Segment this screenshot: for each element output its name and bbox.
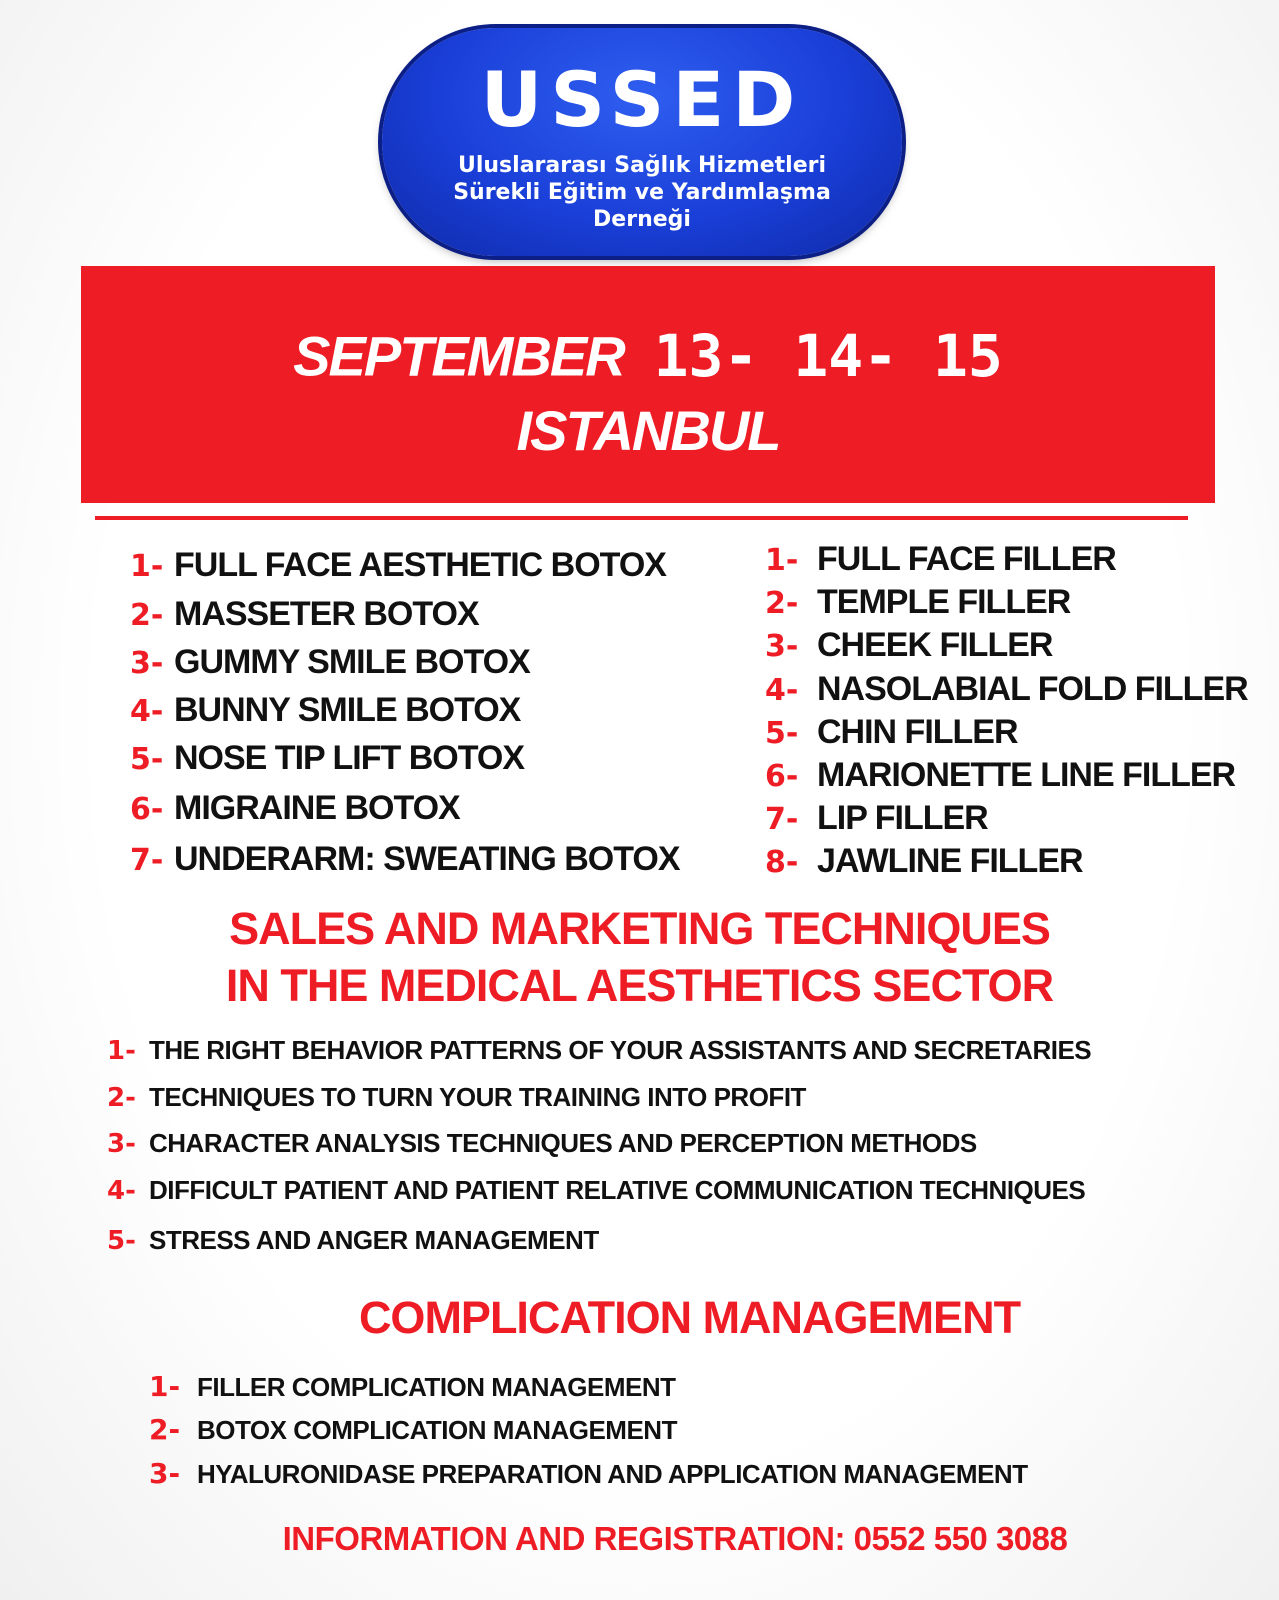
item-number: 2- xyxy=(107,1083,136,1113)
logo-title: USSED xyxy=(480,55,804,144)
item-text: CHIN FILLER xyxy=(817,713,1018,751)
ussed-logo xyxy=(382,28,902,256)
item-text: BOTOX COMPLICATION MANAGEMENT xyxy=(197,1415,677,1445)
logo-subtitle xyxy=(422,152,862,233)
item-number: 2- xyxy=(130,598,164,633)
item-number: 1- xyxy=(149,1370,181,1403)
item-number: 8- xyxy=(765,845,799,880)
item-text: UNDERARM: SWEATING BOTOX xyxy=(174,840,680,878)
list-item xyxy=(107,1225,599,1256)
list-item xyxy=(149,1413,677,1446)
item-text: FILLER COMPLICATION MANAGEMENT xyxy=(197,1372,676,1402)
event-month: SEPTEMBER xyxy=(293,324,624,388)
item-number: 7- xyxy=(765,802,799,837)
item-number: 2- xyxy=(149,1413,181,1446)
item-number: 6- xyxy=(130,792,164,827)
item-text: FULL FACE AESTHETIC BOTOX xyxy=(174,546,666,584)
list-item xyxy=(149,1370,675,1403)
item-text: BUNNY SMILE BOTOX xyxy=(174,691,521,729)
registration-info: INFORMATION AND REGISTRATION: 0552 550 3088 xyxy=(282,1520,1068,1557)
item-text: MASSETER BOTOX xyxy=(174,595,479,633)
event-days: 13- 14- 15 xyxy=(653,322,1003,390)
list-item xyxy=(765,713,1018,752)
logo-subtitle-line: Derneği xyxy=(593,207,691,232)
item-text: TECHNIQUES TO TURN YOUR TRAINING INTO PROFIT xyxy=(149,1082,806,1112)
date-banner xyxy=(81,266,1215,503)
divider xyxy=(95,516,1188,520)
item-text: GUMMY SMILE BOTOX xyxy=(174,643,530,681)
logo-subtitle-line: Uluslararası Sağlık Hizmetleri xyxy=(457,153,827,178)
list-item xyxy=(107,1082,806,1113)
item-number: 7- xyxy=(130,843,164,878)
item-text: CHARACTER ANALYSIS TECHNIQUES AND PERCEPTION METHODS xyxy=(149,1128,977,1158)
item-number: 1- xyxy=(765,543,799,578)
list-item xyxy=(765,756,1235,795)
list-item xyxy=(107,1175,1085,1206)
item-number: 4- xyxy=(130,694,164,729)
list-item xyxy=(130,840,680,879)
item-text: THE RIGHT BEHAVIOR PATTERNS OF YOUR ASSISTANTS AND SECRETARIES xyxy=(149,1035,1092,1065)
item-number: 5- xyxy=(107,1226,136,1256)
item-number: 3- xyxy=(107,1129,136,1159)
event-dates xyxy=(81,322,1215,390)
list-item xyxy=(765,842,1083,881)
list-item xyxy=(765,583,1070,622)
item-text: STRESS AND ANGER MANAGEMENT xyxy=(149,1225,599,1255)
item-number: 5- xyxy=(765,716,799,751)
list-item xyxy=(107,1035,1091,1066)
item-text: FULL FACE FILLER xyxy=(817,540,1116,578)
item-text: MARIONETTE LINE FILLER xyxy=(817,756,1236,794)
item-number: 1- xyxy=(107,1036,136,1066)
list-item xyxy=(130,643,530,682)
list-item xyxy=(107,1128,977,1159)
item-text: TEMPLE FILLER xyxy=(817,583,1071,621)
item-text: NASOLABIAL FOLD FILLER xyxy=(817,670,1248,708)
item-text: CHEEK FILLER xyxy=(817,626,1053,664)
item-text: HYALURONIDASE PREPARATION AND APPLICATION MANAGEMENT xyxy=(197,1459,1028,1489)
sales-heading-line1: SALES AND MARKETING TECHNIQUES xyxy=(229,903,1050,954)
list-item xyxy=(765,799,988,838)
list-item xyxy=(765,626,1052,665)
item-number: 1- xyxy=(130,549,164,584)
item-number: 4- xyxy=(107,1176,136,1206)
item-number: 3- xyxy=(765,629,799,664)
list-item xyxy=(130,691,520,730)
item-number: 3- xyxy=(149,1457,181,1490)
item-text: LIP FILLER xyxy=(817,799,988,837)
item-number: 2- xyxy=(765,586,799,621)
item-text: DIFFICULT PATIENT AND PATIENT RELATIVE COMMUNICATION TECHNIQUES xyxy=(149,1175,1086,1205)
list-item xyxy=(130,739,524,778)
list-item xyxy=(130,595,479,634)
list-item xyxy=(765,540,1116,579)
complication-heading: COMPLICATION MANAGEMENT xyxy=(358,1292,1021,1343)
item-text: NOSE TIP LIFT BOTOX xyxy=(174,739,525,777)
item-number: 5- xyxy=(130,742,164,777)
sales-heading-line2: IN THE MEDICAL AESTHETICS SECTOR xyxy=(225,960,1054,1011)
list-item xyxy=(130,546,666,585)
logo-subtitle-line: Sürekli Eğitim ve Yardımlaşma xyxy=(453,180,831,205)
list-item xyxy=(765,670,1248,709)
item-text: JAWLINE FILLER xyxy=(817,842,1083,880)
item-number: 4- xyxy=(765,673,799,708)
item-number: 6- xyxy=(765,759,799,794)
event-city: ISTANBUL xyxy=(516,399,780,462)
item-number: 3- xyxy=(130,646,164,681)
item-text: MIGRAINE BOTOX xyxy=(174,789,460,827)
list-item xyxy=(130,789,460,828)
list-item xyxy=(149,1457,1028,1490)
